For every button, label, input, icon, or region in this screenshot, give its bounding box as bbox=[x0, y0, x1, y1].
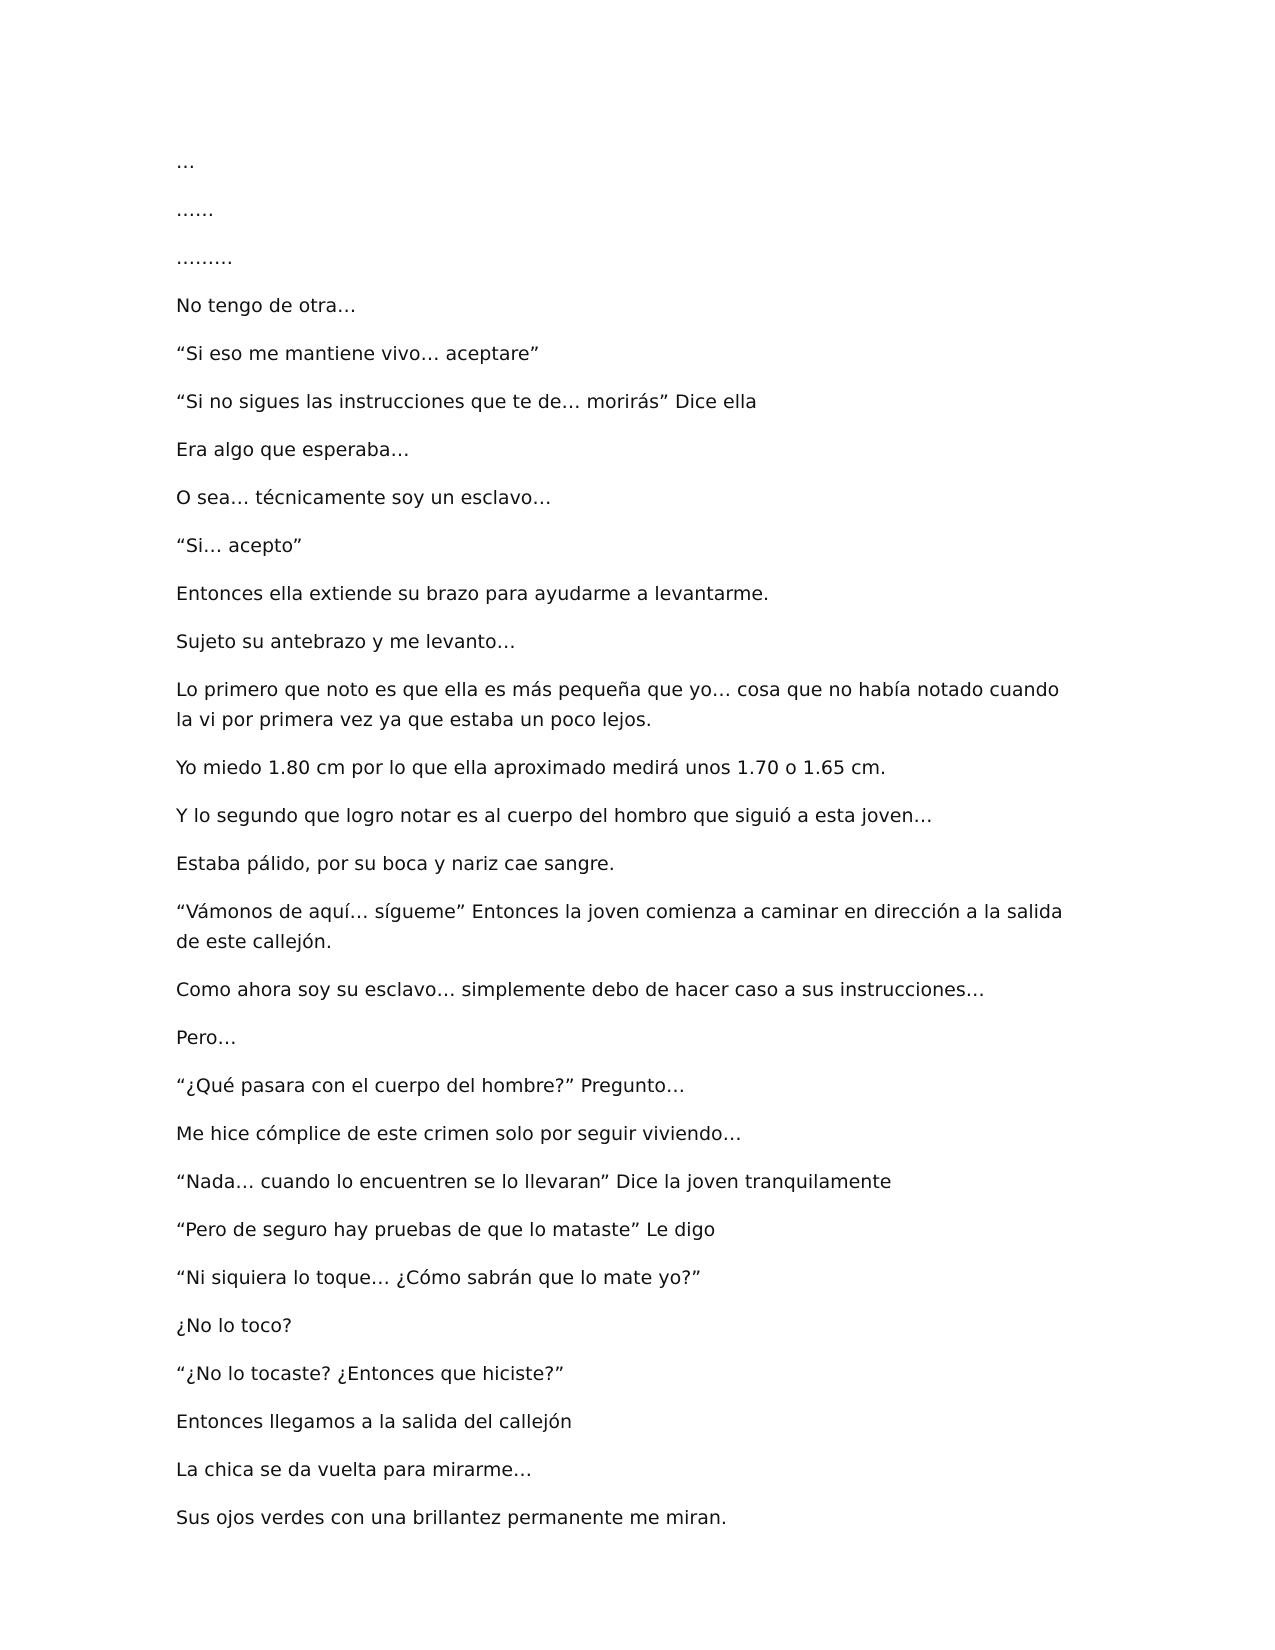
paragraph: Era algo que esperaba… bbox=[176, 439, 410, 461]
paragraph: Estaba pálido, por su boca y nariz cae sangre. bbox=[176, 853, 615, 875]
paragraph: Pero… bbox=[176, 1027, 237, 1049]
paragraph: No tengo de otra… bbox=[176, 295, 357, 317]
paragraph: “Si no sigues las instrucciones que te de… morirás” Dice ella bbox=[176, 391, 757, 413]
paragraph: “Si… acepto” bbox=[176, 535, 303, 557]
paragraph: Me hice cómplice de este crimen solo por seguir viviendo… bbox=[176, 1123, 742, 1145]
paragraph: Entonces ella extiende su brazo para ayudarme a levantarme. bbox=[176, 583, 770, 605]
paragraph: …… bbox=[176, 199, 214, 221]
paragraph: … bbox=[176, 151, 195, 173]
paragraph: Yo miedo 1.80 cm por lo que ella aproximado medirá unos 1.70 o 1.65 cm. bbox=[176, 757, 887, 779]
paragraph: Lo primero que noto es que ella es más pequeña que yo… cosa que no había notado cuando la vi por primera vez ya que estaba un poco lejos. bbox=[176, 679, 1060, 731]
paragraph: “¿Qué pasara con el cuerpo del hombre?” Pregunto… bbox=[176, 1075, 686, 1097]
paragraph: Sujeto su antebrazo y me levanto… bbox=[176, 631, 516, 653]
paragraph: “Ni siquiera lo toque… ¿Cómo sabrán que lo mate yo?” bbox=[176, 1267, 702, 1289]
document-body bbox=[176, 147, 1076, 1551]
paragraph: “Nada… cuando lo encuentren se lo llevaran” Dice la joven tranquilamente bbox=[176, 1171, 892, 1193]
paragraph: Y lo segundo que logro notar es al cuerpo del hombro que siguió a esta joven… bbox=[176, 805, 933, 827]
paragraph: “Pero de seguro hay pruebas de que lo mataste” Le digo bbox=[176, 1219, 716, 1241]
paragraph: Sus ojos verdes con una brillantez permanente me miran. bbox=[176, 1507, 727, 1529]
paragraph: ¿No lo toco? bbox=[176, 1315, 293, 1337]
paragraph: La chica se da vuelta para mirarme… bbox=[176, 1459, 533, 1481]
paragraph: “Si eso me mantiene vivo… aceptare” bbox=[176, 343, 540, 365]
paragraph: “Vámonos de aquí… sígueme” Entonces la joven comienza a caminar en dirección a la salida de este callejón. bbox=[176, 901, 1063, 953]
paragraph: Como ahora soy su esclavo… simplemente debo de hacer caso a sus instrucciones… bbox=[176, 979, 985, 1001]
paragraph: O sea… técnicamente soy un esclavo… bbox=[176, 487, 552, 509]
paragraph: “¿No lo tocaste? ¿Entonces que hiciste?” bbox=[176, 1363, 565, 1385]
paragraph: Entonces llegamos a la salida del callejón bbox=[176, 1411, 573, 1433]
paragraph: ……… bbox=[176, 247, 233, 269]
